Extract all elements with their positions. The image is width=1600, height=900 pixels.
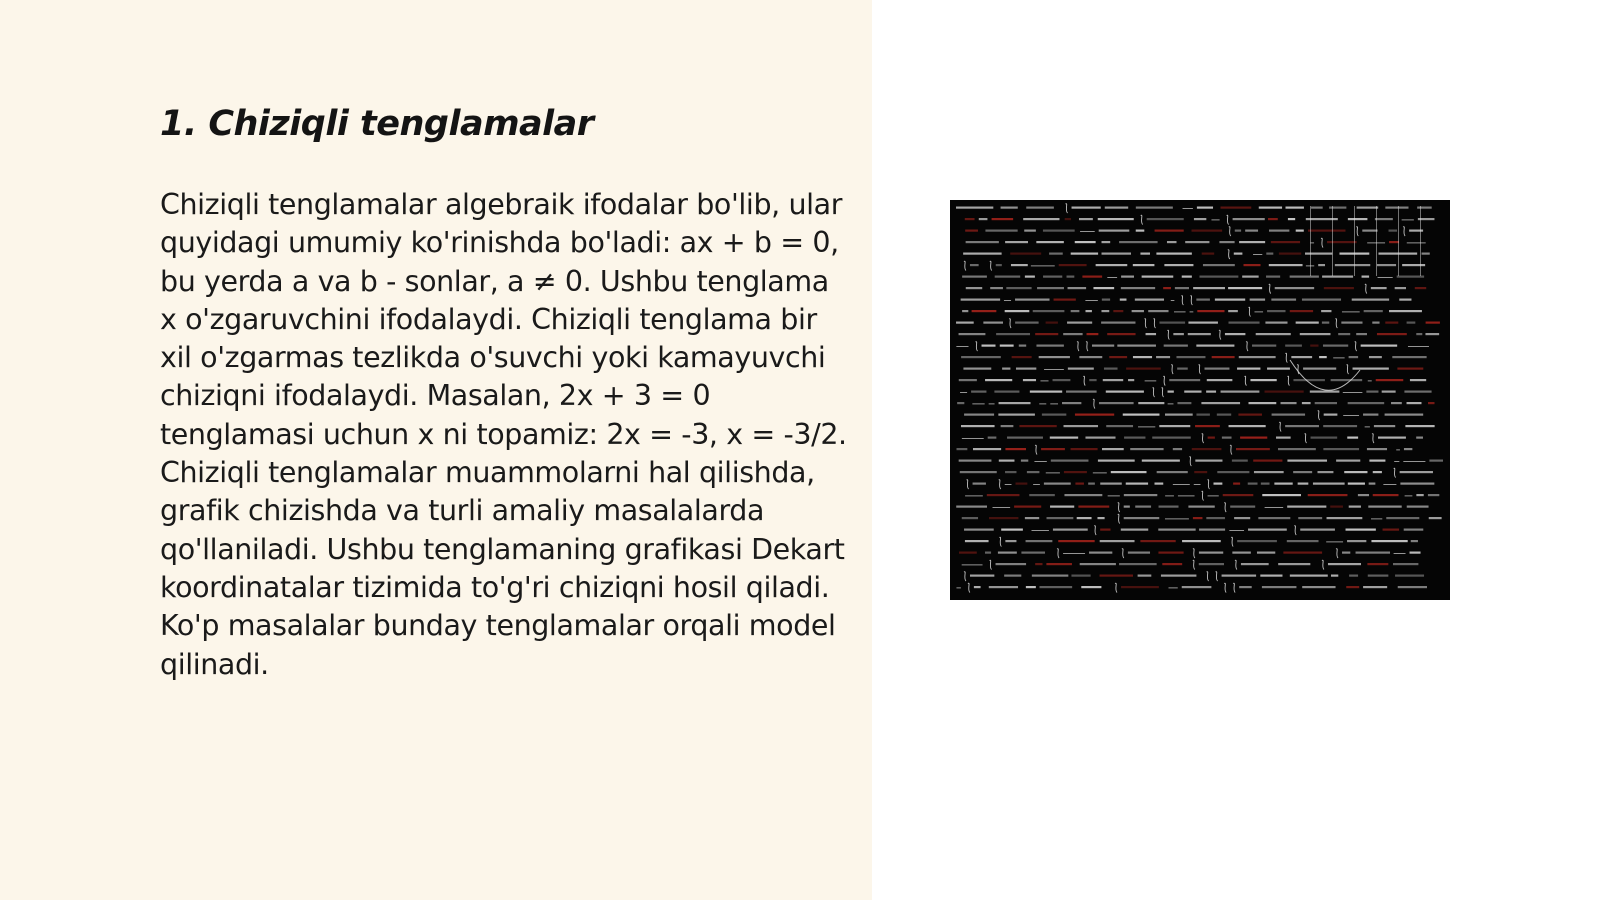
- math-formulas-image: [950, 200, 1450, 600]
- slide-body-text: Chiziqli tenglamalar algebraik ifodalar bo'lib, ular quyidagi umumiy ko'rinishda bo'ladi: ax + b = 0, bu yerda a va b - sonlar, a ≠ 0. Ushbu tenglama x o'zgaruvchini ifodalaydi. Chiziqli tenglama bir xil o'zgarmas tezlikda o'suvchi yoki kamayuvchi chiziqni ifodalaydi. Masalan, 2x + 3 = 0 tenglamasi uchun x ni topamiz: 2x = -3, x = -3/2. Chiziqli tenglamalar muammolarni hal qilishda, grafik chizishda va turli amaliy masalalarda qo'llaniladi. Ushbu tenglamaning grafikasi Dekart koordinatalar tizimida to'g'ri chiziqni hosil qiladi. Ko'p masalalar bunday tenglamalar orqali model qilinadi.: [160, 188, 847, 681]
- slide-title: 1. Chiziqli tenglamalar: [160, 104, 594, 144]
- formula-pattern: [950, 200, 1450, 600]
